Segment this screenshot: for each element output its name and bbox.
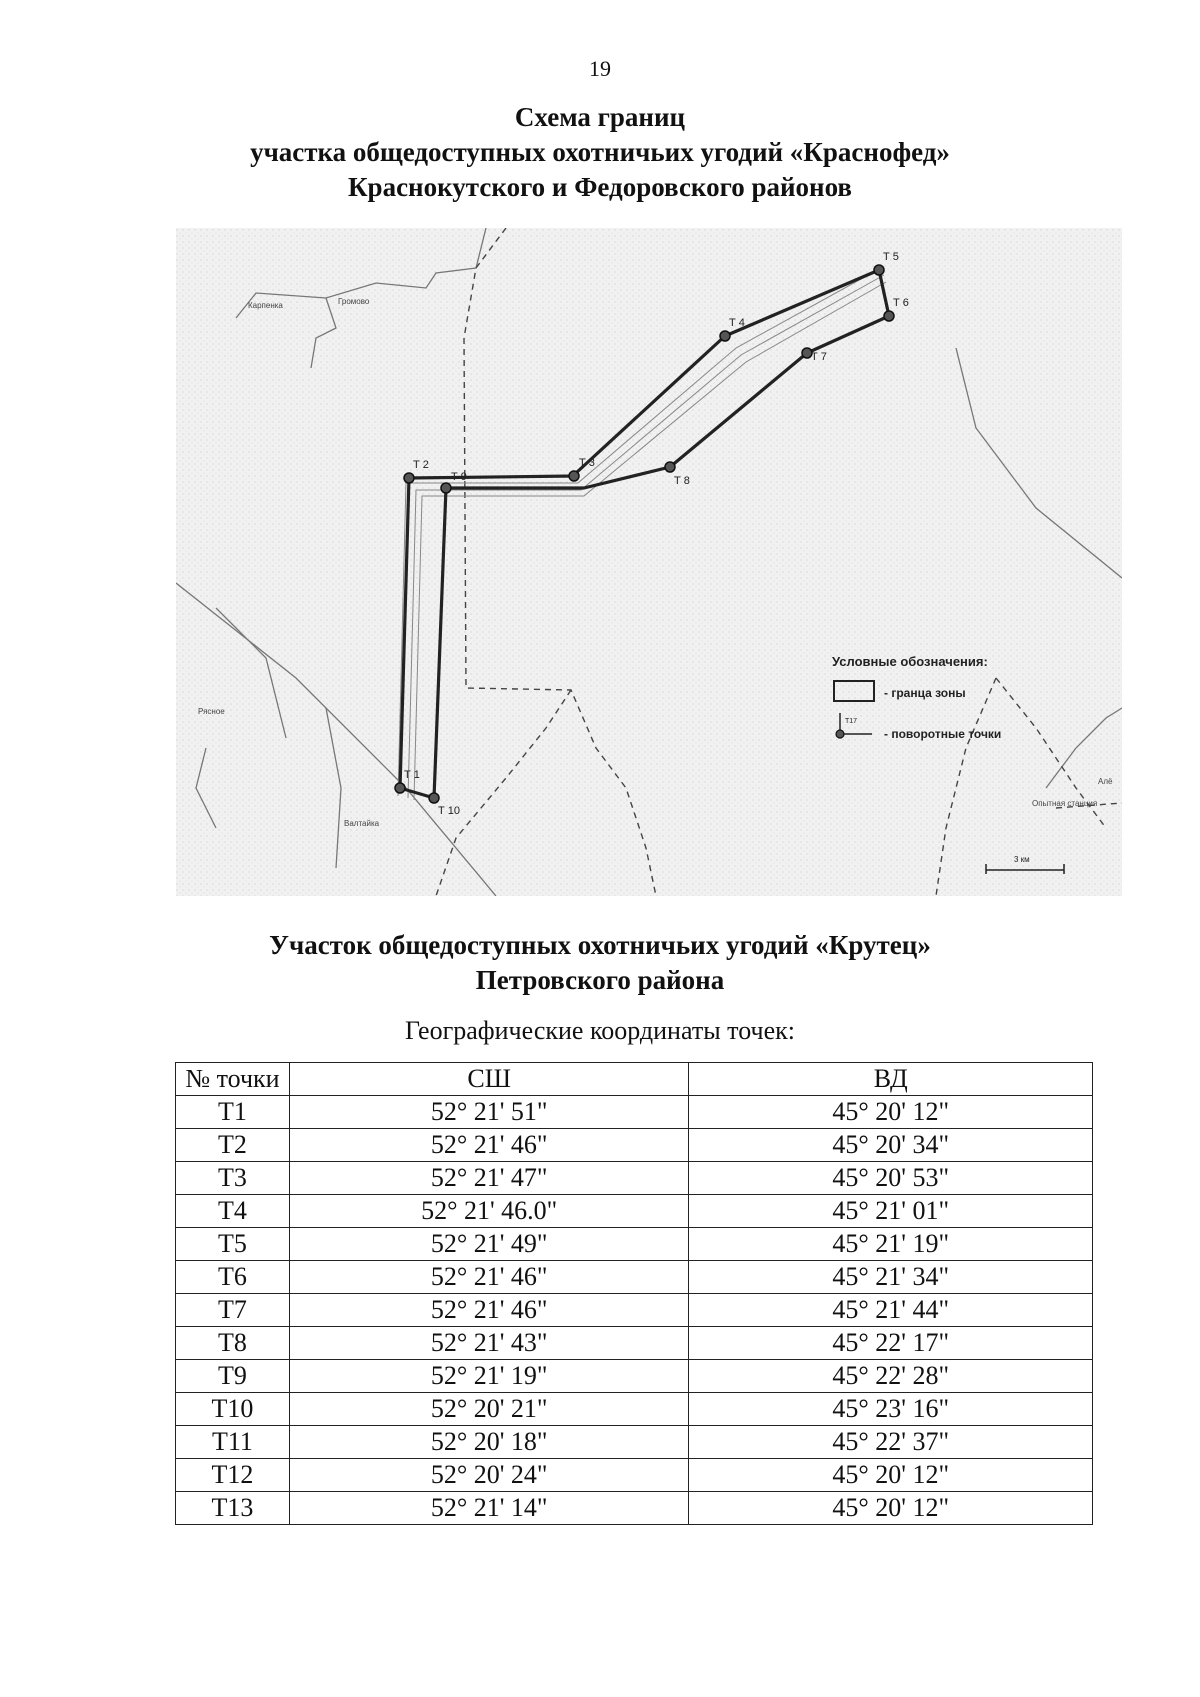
scheme-title-line3: Краснокутского и Федоровского районов: [347, 172, 853, 202]
cell-latitude: 52° 21' 46": [289, 1261, 689, 1294]
cell-longitude: 45° 21' 44": [689, 1294, 1093, 1327]
point-label-t9: Т 9: [451, 471, 467, 483]
point-label-t8: Т 8: [674, 475, 690, 487]
cell-point: Т3: [176, 1162, 290, 1195]
cell-longitude: 45° 22' 17": [689, 1327, 1093, 1360]
table-row: [176, 1162, 1093, 1195]
table-row: [176, 1459, 1093, 1492]
cell-point: Т4: [176, 1195, 290, 1228]
cell-latitude: 52° 21' 46.0": [289, 1195, 689, 1228]
cell-longitude: 45° 20' 53": [689, 1162, 1093, 1195]
place-label-gromovo: Громово: [338, 297, 370, 306]
cell-point: Т1: [176, 1096, 290, 1129]
cell-longitude: 45° 22' 37": [689, 1426, 1093, 1459]
turning-point-t2: [404, 473, 414, 483]
point-label-t3: Т 3: [579, 457, 595, 469]
legend-point-label: - поворотные точки: [884, 727, 1002, 741]
cell-point: Т5: [176, 1228, 290, 1261]
turning-point-t4: [720, 331, 730, 341]
cell-latitude: 52° 21' 49": [289, 1228, 689, 1261]
table-row: [176, 1195, 1093, 1228]
scheme-title-line1: Схема границ: [514, 102, 686, 132]
cell-point: Т11: [176, 1426, 290, 1459]
cell-longitude: 45° 20' 12": [689, 1096, 1093, 1129]
place-label-opytnaya-stantsiya: Опытная станция: [1032, 799, 1098, 808]
turning-point-t8: [665, 462, 675, 472]
point-label-t4: Т 4: [729, 317, 745, 329]
turning-point-t10: [429, 793, 439, 803]
legend-boundary-label: - гранца зоны: [884, 686, 966, 700]
coords-caption: Географические координаты точек:: [405, 1016, 795, 1045]
section-title: [0, 928, 1200, 998]
place-label-karpenka: Карпенка: [248, 301, 283, 310]
cell-latitude: 52° 21' 46": [289, 1129, 689, 1162]
cell-latitude: 52° 20' 24": [289, 1459, 689, 1492]
cell-point: Т7: [176, 1294, 290, 1327]
cell-point: Т13: [176, 1492, 290, 1525]
turning-point-t3: [569, 471, 579, 481]
cell-longitude: 45° 21' 19": [689, 1228, 1093, 1261]
header-point: № точки: [176, 1063, 290, 1096]
cell-latitude: 52° 21' 46": [289, 1294, 689, 1327]
page-number: 19: [589, 56, 611, 81]
table-header-row: [176, 1063, 1093, 1096]
header-longitude: ВД: [689, 1063, 1093, 1096]
boundary-map: [176, 228, 1122, 896]
table-row: [176, 1096, 1093, 1129]
place-label-ale: Алё: [1098, 777, 1113, 786]
turning-point-t6: [884, 311, 894, 321]
cell-latitude: 52° 20' 18": [289, 1426, 689, 1459]
table-row: [176, 1393, 1093, 1426]
cell-point: Т10: [176, 1393, 290, 1426]
section-title-line1: Участок общедоступных охотничьих угодий «Крутец»: [269, 930, 931, 960]
table-row: [176, 1228, 1093, 1261]
point-label-t7: Т 7: [811, 351, 827, 363]
legend-point-symbol: [836, 730, 844, 738]
cell-latitude: 52° 20' 21": [289, 1393, 689, 1426]
cell-latitude: 52° 21' 14": [289, 1492, 689, 1525]
table-row: [176, 1327, 1093, 1360]
scheme-title-line2: участка общедоступных охотничьих угодий «Краснофед»: [250, 137, 950, 167]
scale-bar-label: 3 км: [1014, 855, 1030, 864]
coordinates-table: [175, 1062, 1093, 1525]
section-title-line2: Петровского района: [475, 965, 725, 995]
cell-latitude: 52° 21' 47": [289, 1162, 689, 1195]
table-row: [176, 1426, 1093, 1459]
scheme-title: [0, 100, 1200, 205]
cell-point: Т8: [176, 1327, 290, 1360]
cell-longitude: 45° 23' 16": [689, 1393, 1093, 1426]
cell-point: Т9: [176, 1360, 290, 1393]
legend-title: Условные обозначения:: [832, 654, 988, 669]
cell-point: Т12: [176, 1459, 290, 1492]
cell-latitude: 52° 21' 51": [289, 1096, 689, 1129]
point-label-t5: Т 5: [883, 251, 899, 263]
cell-latitude: 52° 21' 19": [289, 1360, 689, 1393]
cell-longitude: 45° 20' 12": [689, 1492, 1093, 1525]
cell-longitude: 45° 21' 01": [689, 1195, 1093, 1228]
point-label-t2: Т 2: [413, 459, 429, 471]
table-row: [176, 1492, 1093, 1525]
point-label-t6: Т 6: [893, 297, 909, 309]
cell-latitude: 52° 21' 43": [289, 1327, 689, 1360]
point-label-t1: Т 1: [404, 769, 420, 781]
legend-point-sample: Т17: [845, 718, 858, 725]
turning-point-t5: [874, 265, 884, 275]
place-label-valtaika: Валтайка: [344, 819, 380, 828]
turning-point-t9: [441, 483, 451, 493]
cell-longitude: 45° 22' 28": [689, 1360, 1093, 1393]
place-label-ryasnoe: Рясное: [198, 707, 225, 716]
cell-longitude: 45° 20' 34": [689, 1129, 1093, 1162]
cell-longitude: 45° 21' 34": [689, 1261, 1093, 1294]
table-row: [176, 1129, 1093, 1162]
point-label-t10: Т 10: [438, 805, 461, 817]
table-row: [176, 1360, 1093, 1393]
turning-point-t1: [395, 783, 405, 793]
map-background: [176, 228, 1122, 896]
table-row: [176, 1294, 1093, 1327]
header-latitude: СШ: [289, 1063, 689, 1096]
cell-point: Т6: [176, 1261, 290, 1294]
cell-longitude: 45° 20' 12": [689, 1459, 1093, 1492]
table-row: [176, 1261, 1093, 1294]
cell-point: Т2: [176, 1129, 290, 1162]
